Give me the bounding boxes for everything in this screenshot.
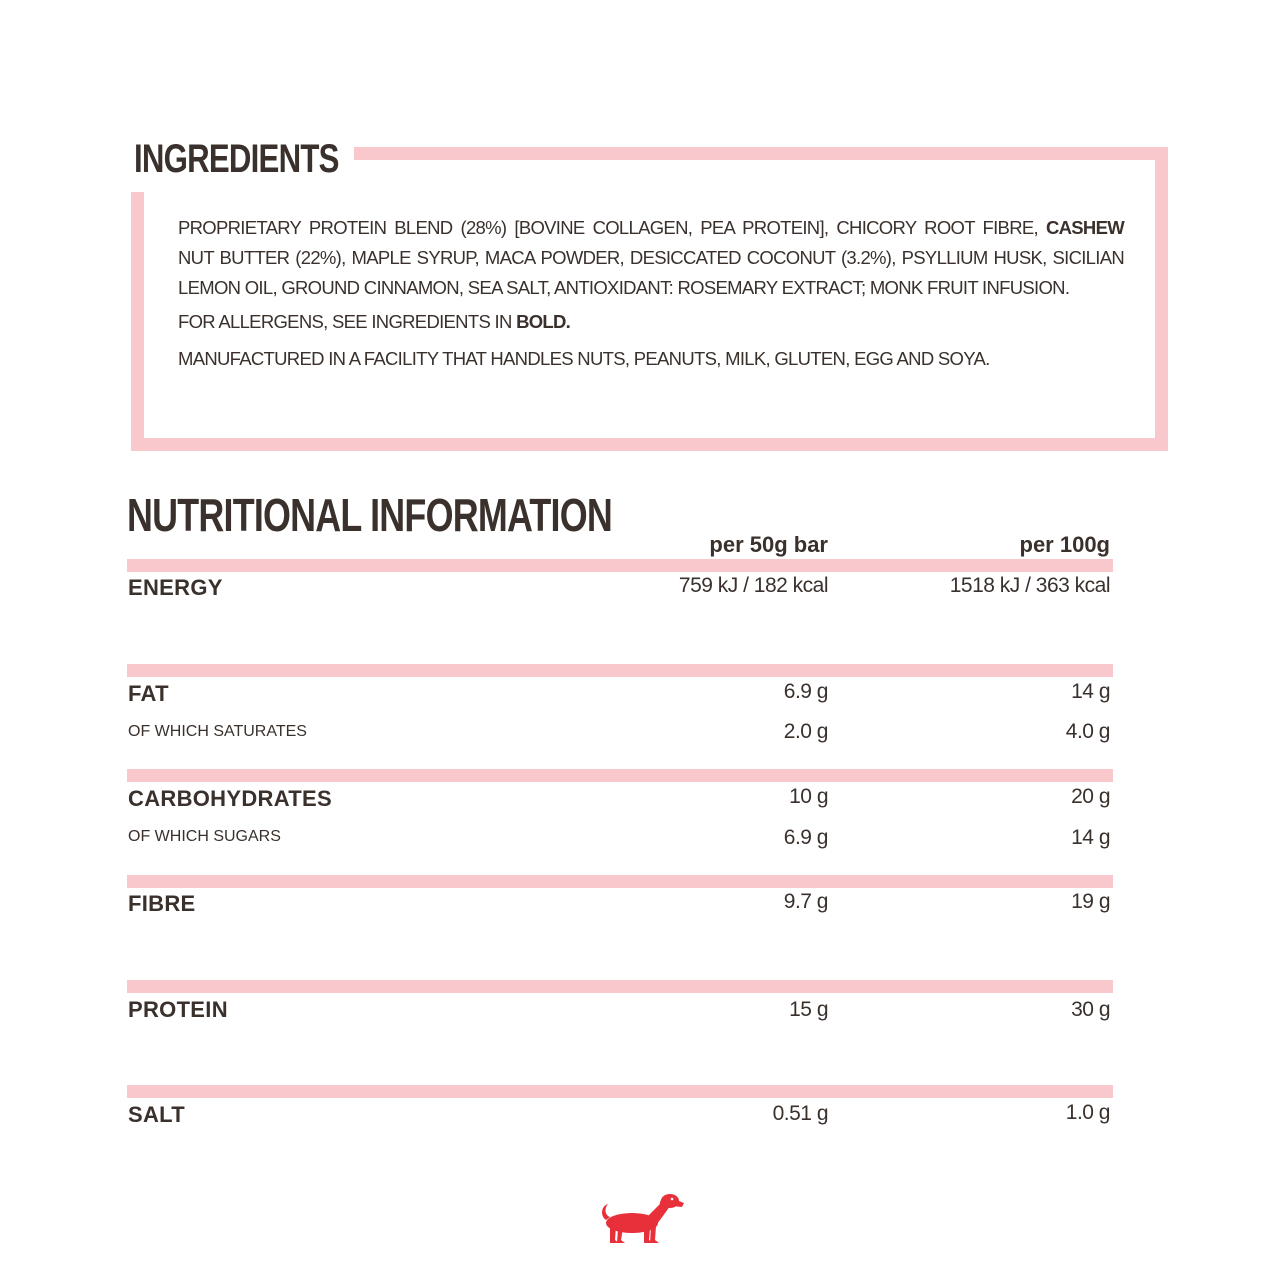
nutrition-title: NUTRITIONAL INFORMATION [127,489,613,541]
saturates-per-100g: 4.0 g [1065,720,1110,743]
energy-per-50g: 759 kJ / 182 kcal [678,574,828,597]
row-divider [127,875,1113,888]
fibre-per-100g: 19 g [1071,890,1110,913]
dachshund-icon [598,1190,684,1246]
row-label-salt: SALT [128,1102,186,1127]
row-label-fibre: FIBRE [128,891,196,916]
ingredients-title: INGREDIENTS [134,137,339,181]
salt-per-100g: 1.0 g [1065,1101,1110,1124]
row-divider [127,1085,1113,1098]
row-divider [127,769,1113,782]
ingredients-list [178,213,1124,303]
allergen-note-bold: BOLD. [516,311,571,332]
fat-per-100g: 14 g [1071,680,1110,703]
salt-per-50g: 0.51 g [772,1102,828,1125]
row-divider [127,664,1113,677]
fibre-per-50g: 9.7 g [783,890,828,913]
protein-per-100g: 30 g [1071,998,1110,1021]
facility-note: MANUFACTURED IN A FACILITY THAT HANDLES NUTS, PEANUTS, MILK, GLUTEN, EGG AND SOYA. [178,348,990,369]
row-divider [127,980,1113,993]
row-label-saturates: OF WHICH SATURATES [128,723,307,740]
sugars-per-50g: 6.9 g [783,826,828,849]
row-label-sugars: OF WHICH SUGARS [128,828,281,845]
row-label-energy: ENERGY [128,575,223,600]
saturates-per-50g: 2.0 g [783,720,828,743]
ingredients-body [178,213,1124,374]
column-header-per-50g: per 50g bar [709,532,828,557]
row-label-fat: FAT [128,681,169,706]
row-label-carbohydrates: CARBOHYDRATES [128,786,332,811]
row-label-protein: PROTEIN [128,997,228,1022]
allergen-note-text: FOR ALLERGENS, SEE INGREDIENTS IN [178,311,517,332]
allergen-note [178,307,1124,337]
carbohydrates-per-100g: 20 g [1071,785,1110,808]
carbohydrates-per-50g: 10 g [789,785,828,808]
ingredients-text-a: PROPRIETARY PROTEIN BLEND (28%) [BOVINE COLLAGEN, PEA PROTEIN], CHICORY ROOT FIBRE, [178,217,1046,238]
ingredients-allergen-cashew: CASHEW [1045,217,1124,238]
energy-per-100g: 1518 kJ / 363 kcal [949,574,1110,597]
ingredients-text-b: NUT BUTTER (22%), MAPLE SYRUP, MACA POWDER, DESICCATED COCONUT (3.2%), PSYLLIUM HUSK, SICILIAN LEMON OIL, GROUND CINNAMON, SEA SALT, ANTIOXIDANT: ROSEMARY EXTRACT; MONK FRUIT INFUSION. [178,247,1124,298]
sugars-per-100g: 14 g [1071,826,1110,849]
column-header-per-100g: per 100g [1019,532,1110,557]
protein-per-50g: 15 g [789,998,828,1021]
fat-per-50g: 6.9 g [783,680,828,703]
